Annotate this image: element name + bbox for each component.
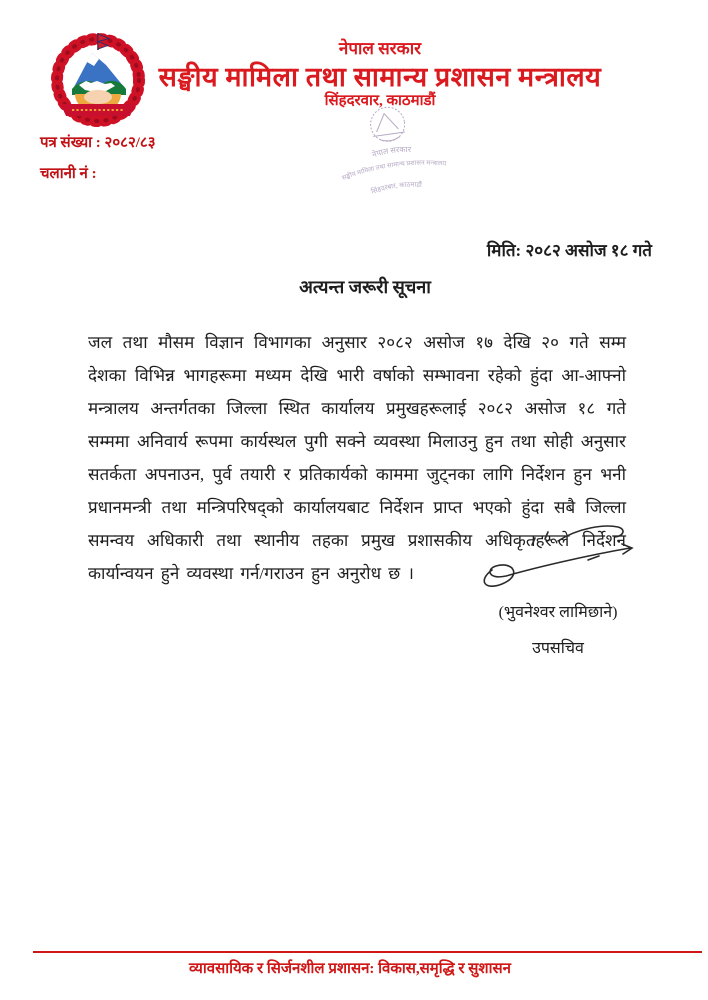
signatory-name: (भुवनेश्वर लामिछाने) xyxy=(498,604,618,621)
letter-number-line xyxy=(40,132,156,152)
svg-text:नेपाल सरकार xyxy=(370,143,413,160)
letter-number-value: २०८२/८३ xyxy=(104,135,156,151)
signatory-title: उपसचिव xyxy=(532,640,584,657)
footer-motto: व्यावसायिक र सिर्जनशील प्रशासन: विकास,समृद्धि र सुशासन xyxy=(189,961,511,977)
chalani-number-label: चलानी नं : xyxy=(40,166,97,182)
government-name: नेपाल सरकार xyxy=(338,39,422,58)
stamp-text-ministry: सङ्घीय मामिला तथा सामान्य प्रशासन मन्त्रालय xyxy=(341,159,447,183)
ministry-name: सङ्घीय मामिला तथा सामान्य प्रशासन मन्त्रालय xyxy=(158,62,602,92)
official-stamp xyxy=(305,87,479,223)
stamp-text-government: नेपाल सरकार xyxy=(370,144,412,160)
signature-scribble xyxy=(462,518,647,603)
date-line: मिति: २०८२ असोज १८ गते xyxy=(486,241,652,260)
body-paragraph: जल तथा मौसम विज्ञान विभागका अनुसार २०८२ असोज १७ देखि २० गते सम्म देशका विभिन्न भागहरूमा मध्यम देखि भारी वर्षाको सम्भावना रहेको हुंदा आ-आफ्नो मन्त्रालय अन्तर्गतका जिल्ला स्थित कार्यालय प्रमुखहरूलाई २०८२ असोज १८ गते सम्ममा अनिवार्य रूपमा कार्यस्थल पुगी सक्ने व्यवस्था मिलाउनु हुन तथा सोही अनुसार सतर्कता अपनाउन, पुर्व तयारी र प्रतिकार्यको काममा जुट्नका लागि निर्देशन हुन भनी प्रधानमन्त्री तथा मन्त्रिपरिषद्को कार्यालयबाट निर्देशन प्राप्त भएको हुंदा सबै जिल्ला समन्वय अधिकारी तथा स्थानीय तहका प्रमुख प्रशासकीय अधिकृतहरूले निर्देशन कार्यान्वयन हुने व्यवस्था गर्न/गराउन हुन अनुरोध छ । xyxy=(88,333,626,583)
svg-text:सिंहदरबार, काठमाडौं xyxy=(370,179,424,197)
footer-divider xyxy=(33,951,702,953)
svg-text:सङ्घीय मामिला तथा सामान्य प्रश xyxy=(340,154,447,182)
letter-number-label: पत्र संख्या : xyxy=(40,135,101,151)
notice-title: अत्यन्त जरूरी सूचना xyxy=(299,277,431,297)
stamp-text-address: सिंहदरबार, काठमाडौं xyxy=(370,181,422,196)
ministry-address: सिंहदरवार, काठमाडौं xyxy=(324,93,436,109)
